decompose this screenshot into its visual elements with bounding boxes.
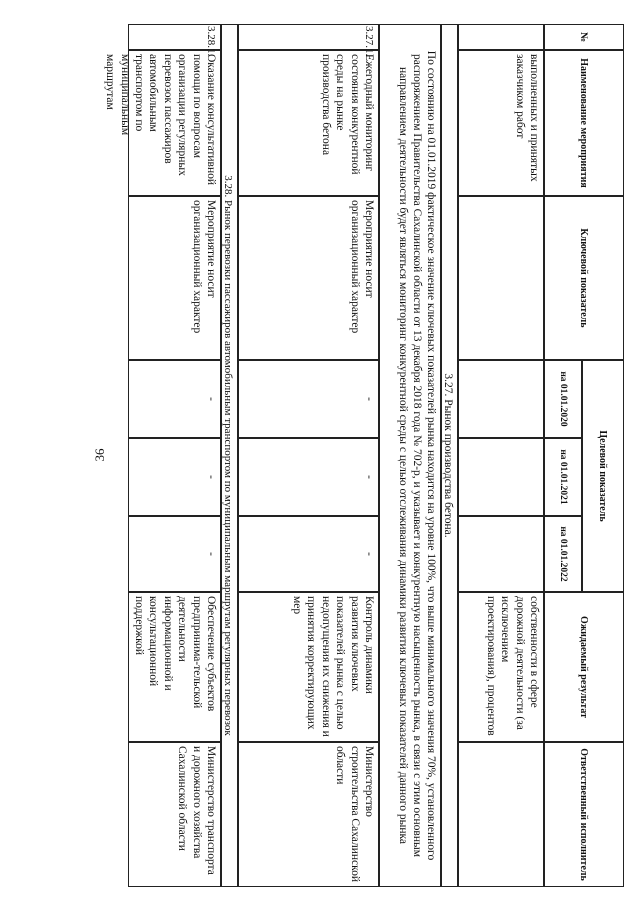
section-327-paragraph: По состоянию на 01.01.2019 фактическое значение ключевых показателей рынка находится на уровне 100%, что выше минимального значения 70%, установленного распоряжением Правительства Сахалинской области от 13 декабря 2018 года № 702-р, и указывает и конкурентную насыщенность рынка, в связи с этим основным направлением деятельности будет являться мониторинг конкурентной среды с целью отслеживания динамики развития ключевых показателей данного рынка bbox=[379, 24, 441, 887]
row-3281-v3: - bbox=[128, 516, 221, 592]
row-3281-key: Мероприятие носит организационный характер bbox=[128, 196, 221, 360]
carry-num bbox=[458, 24, 544, 50]
header-name: Наименование мероприятия bbox=[544, 50, 624, 196]
row-3281-name: Оказание консультативной помощи по вопросам организации регулярных перевозок пассажиров автомобильным транспортом по муниципальным маршрутам bbox=[128, 50, 221, 196]
row-3271-num: 3.27.1. bbox=[238, 24, 379, 50]
header-num: № bbox=[544, 24, 624, 50]
section-328-title: 3.28. Рынок перевозки пассажиров автомобильным транспортом по муниципальным маршрутам регулярных перевозок bbox=[221, 24, 238, 887]
row-3281-v1: - bbox=[128, 360, 221, 438]
carry-v3 bbox=[458, 516, 544, 592]
page-number: 36 bbox=[92, 448, 107, 462]
row-3281-result: Обеспечение субъектов предпринима-тельской деятельности информационной и консультационной поддержкой bbox=[128, 592, 221, 742]
row-3271-v3: - bbox=[238, 516, 379, 592]
header-result: Ожидаемый результат bbox=[544, 592, 624, 742]
row-3271-v1: - bbox=[238, 360, 379, 438]
carry-key bbox=[458, 196, 544, 360]
landscape-table bbox=[104, 24, 624, 887]
header-executor: Ответственный исполнитель bbox=[544, 742, 624, 887]
row-3271-key: Мероприятие носит организационный характер bbox=[238, 196, 379, 360]
carry-v2 bbox=[458, 438, 544, 516]
carry-name: выполненных и принятых заказчиком работ bbox=[458, 50, 544, 196]
row-3271-name: Ежегодный мониторинг состояния конкурентной среды на рынке производства бетона bbox=[238, 50, 379, 196]
carry-result: собственности в сфере дорожной деятельности (за исключением проектирования), процентов bbox=[458, 592, 544, 742]
row-3281-executor: Министерство транспорта и дорожного хозяйства Сахалинской области bbox=[128, 742, 221, 887]
row-3281-num: 3.28.1. bbox=[128, 24, 221, 50]
row-3281-v2: - bbox=[128, 438, 221, 516]
header-key-indicator: Ключевой показатель bbox=[544, 196, 624, 360]
carry-executor bbox=[458, 742, 544, 887]
row-3271-result: Контроль динамики развития ключевых показателей рынка с целью недопущения их снижения и принятия корректирующих мер bbox=[238, 592, 379, 742]
header-date-2021: на 01.01.2021 bbox=[544, 438, 582, 516]
carry-v1 bbox=[458, 360, 544, 438]
header-date-2020: на 01.01.2020 bbox=[544, 360, 582, 438]
section-327-title: 3.27. Рынок производства бетона. bbox=[441, 24, 458, 887]
header-target: Целевой показатель bbox=[582, 360, 624, 592]
header-date-2022: на 01.01.2022 bbox=[544, 516, 582, 592]
row-3271-executor: Министерство строительства Сахалинской области bbox=[238, 742, 379, 887]
row-3271-v2: - bbox=[238, 438, 379, 516]
